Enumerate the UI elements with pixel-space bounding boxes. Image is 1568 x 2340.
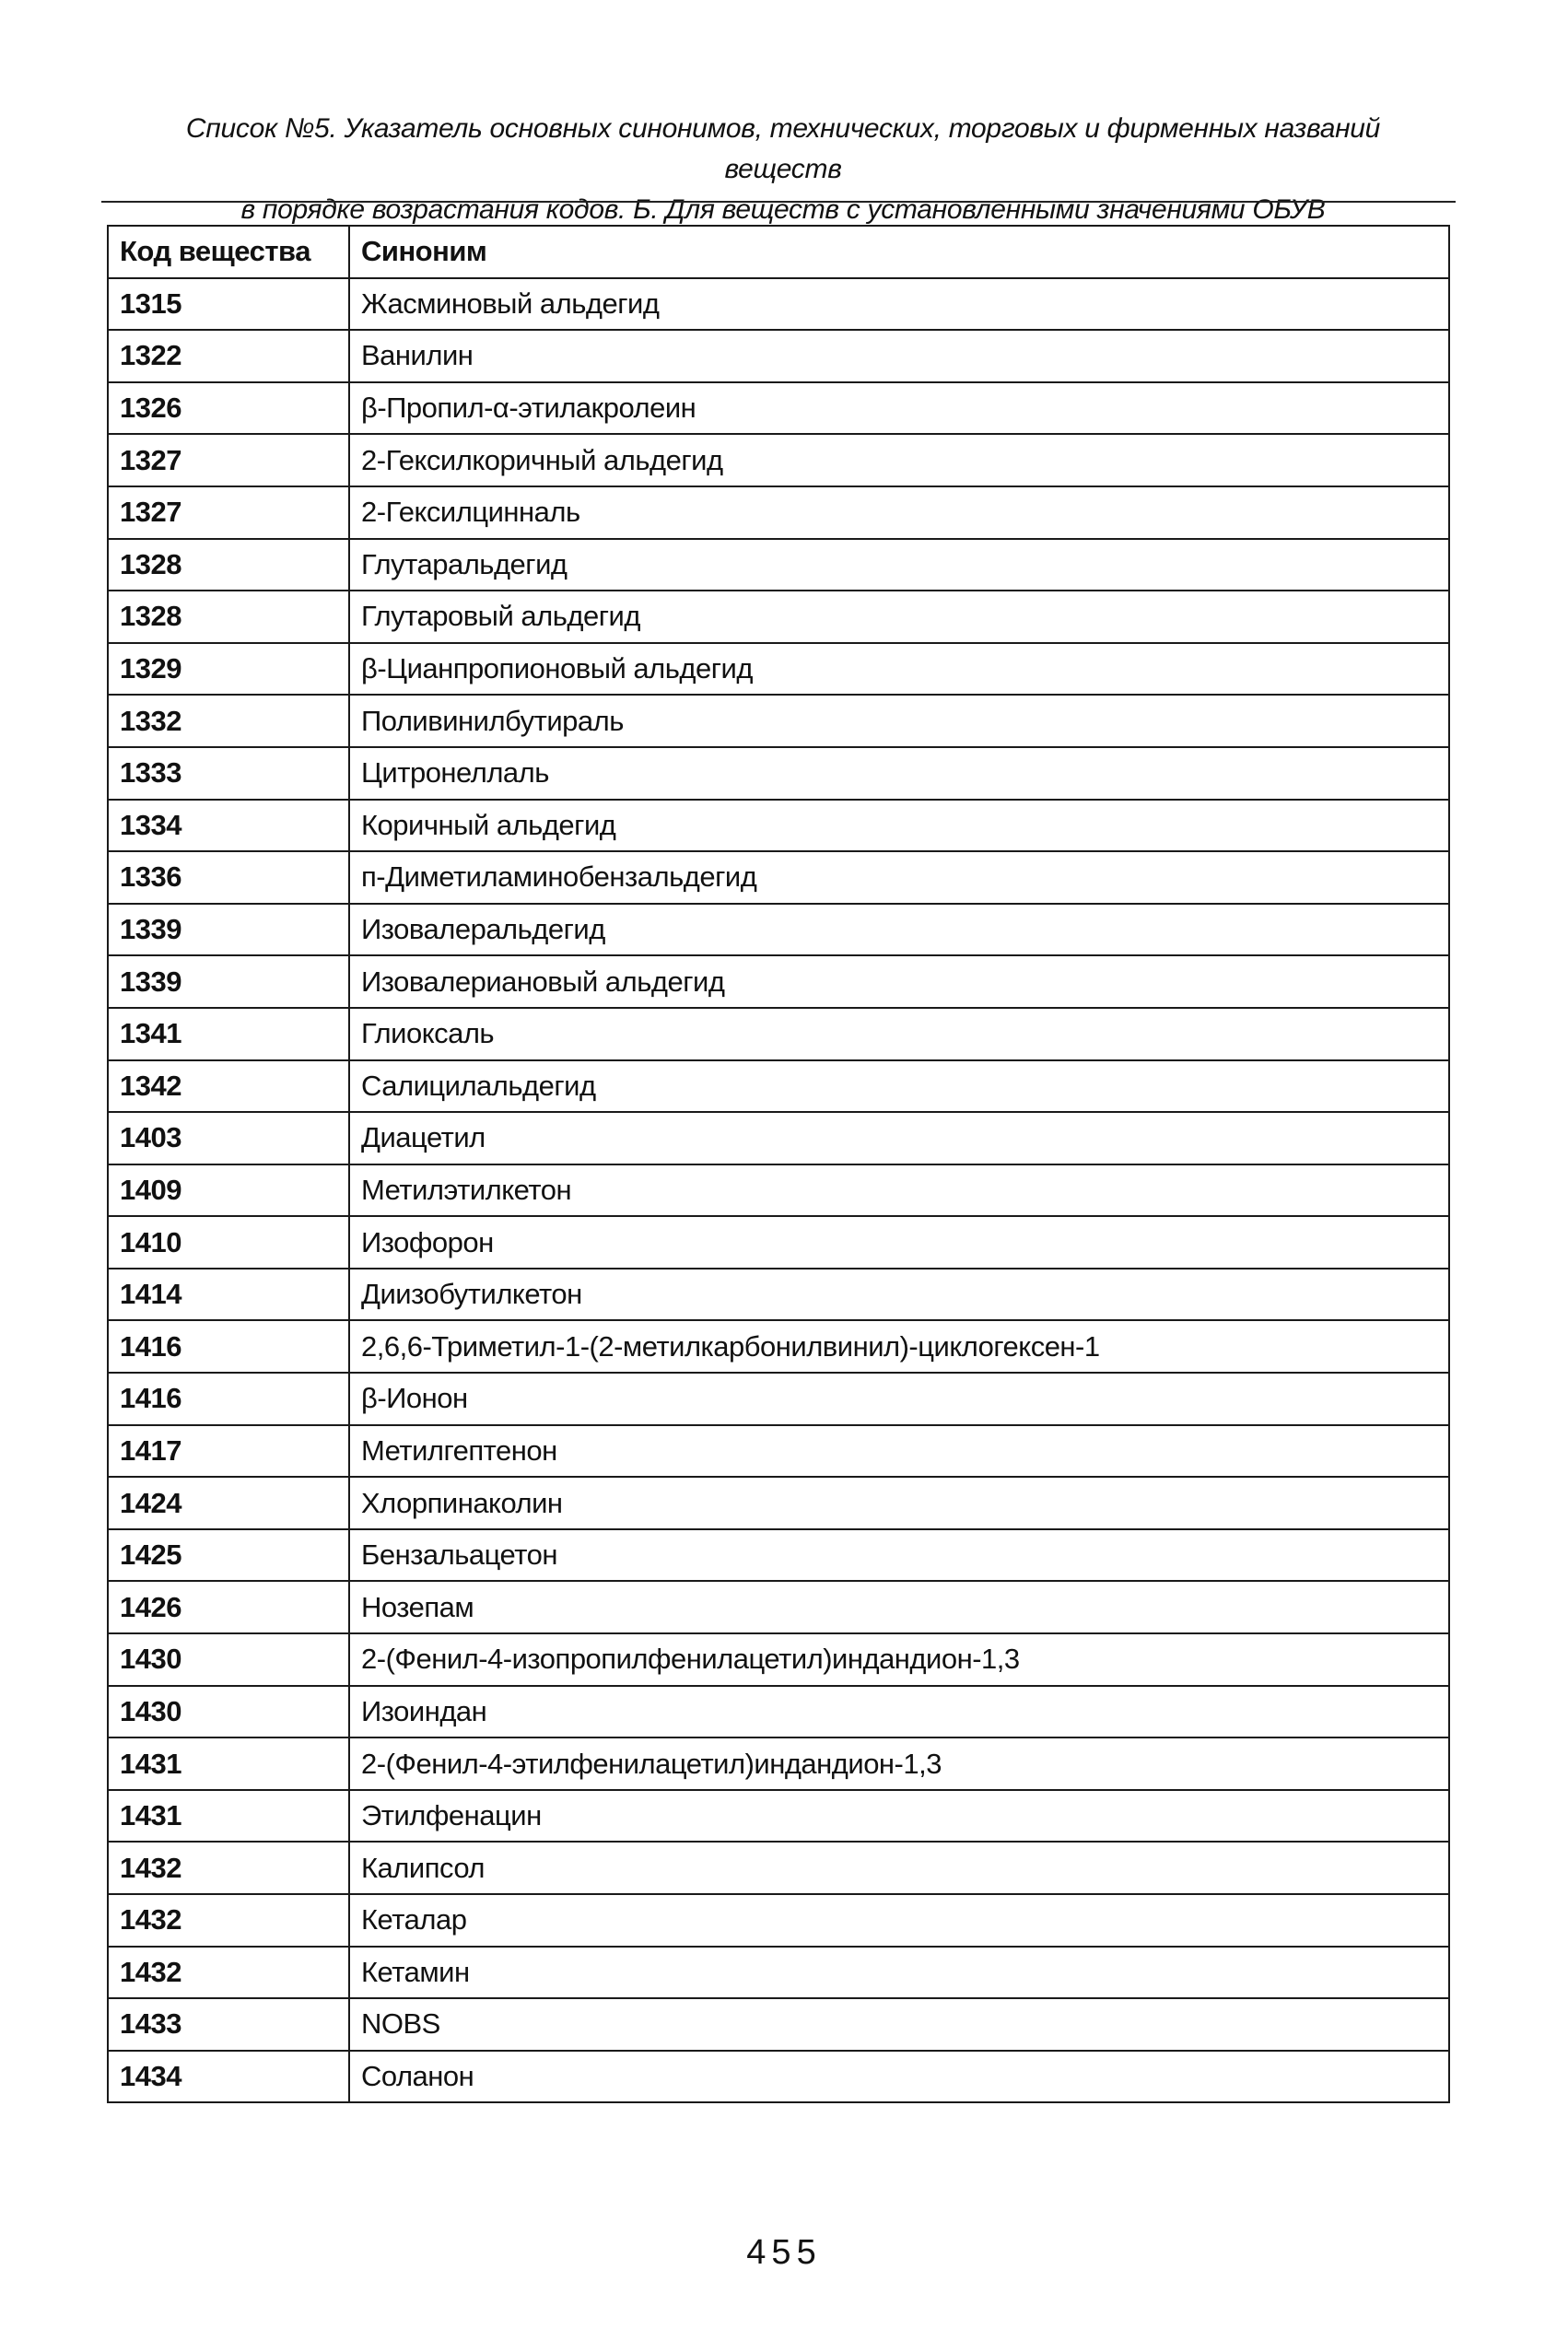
substance-code: 1329 <box>108 643 349 696</box>
table-row <box>108 1947 1449 1999</box>
header-line-1: Список №5. Указатель основных синонимов, технических, торговых и фирменных названий веществ <box>185 113 1381 184</box>
substance-code: 1341 <box>108 1008 349 1060</box>
table-row <box>108 1529 1449 1582</box>
table-row <box>108 1008 1449 1060</box>
synonym-name: Хлорпинаколин <box>349 1477 1449 1529</box>
synonym-name: Глутаральдегид <box>349 539 1449 591</box>
synonym-name: Калипсол <box>349 1842 1449 1894</box>
substance-code: 1425 <box>108 1529 349 1582</box>
synonym-name: 2-Гексилцинналь <box>349 486 1449 539</box>
table-row <box>108 1894 1449 1947</box>
substance-code: 1328 <box>108 539 349 591</box>
substance-code: 1424 <box>108 1477 349 1529</box>
substance-code: 1414 <box>108 1269 349 1321</box>
synonym-name: Бензальацетон <box>349 1529 1449 1582</box>
substance-code: 1417 <box>108 1425 349 1478</box>
substance-code: 1327 <box>108 486 349 539</box>
table-row <box>108 1373 1449 1425</box>
substance-code: 1339 <box>108 955 349 1008</box>
table-row <box>108 1216 1449 1269</box>
synonym-name: Цитронеллаль <box>349 747 1449 800</box>
substance-code: 1426 <box>108 1581 349 1633</box>
synonym-name: Жасминовый альдегид <box>349 278 1449 331</box>
table-row <box>108 1112 1449 1164</box>
table-row <box>108 747 1449 800</box>
synonym-name: Диацетил <box>349 1112 1449 1164</box>
synonym-name: β-Пропил-α-этилакролеин <box>349 382 1449 435</box>
table-row <box>108 1477 1449 1529</box>
substance-code: 1410 <box>108 1216 349 1269</box>
substance-code: 1332 <box>108 695 349 747</box>
table-row <box>108 1269 1449 1321</box>
substance-code: 1315 <box>108 278 349 331</box>
table-row <box>108 643 1449 696</box>
synonym-table <box>107 225 1450 2103</box>
synonym-name: 2,6,6-Триметил-1-(2-метилкарбонилвинил)-циклогексен-1 <box>349 1320 1449 1373</box>
substance-code: 1431 <box>108 1790 349 1843</box>
column-header-synonym: Синоним <box>349 226 1449 278</box>
substance-code: 1433 <box>108 1998 349 2051</box>
table-row <box>108 434 1449 486</box>
substance-code: 1326 <box>108 382 349 435</box>
synonym-name: Изоиндан <box>349 1686 1449 1738</box>
synonym-name: Изовалериановый альдегид <box>349 955 1449 1008</box>
table-row <box>108 1737 1449 1790</box>
substance-code: 1416 <box>108 1320 349 1373</box>
table-row <box>108 695 1449 747</box>
table-row <box>108 1581 1449 1633</box>
substance-code: 1432 <box>108 1894 349 1947</box>
synonym-name: Кетамин <box>349 1947 1449 1999</box>
synonym-name: Этилфенацин <box>349 1790 1449 1843</box>
table-row <box>108 1790 1449 1843</box>
synonym-name: β-Ионон <box>349 1373 1449 1425</box>
synonym-name: Изовалеральдегид <box>349 904 1449 956</box>
synonym-name: Метилгептенон <box>349 1425 1449 1478</box>
table-row <box>108 955 1449 1008</box>
table-row <box>108 2051 1449 2103</box>
table-body <box>108 278 1449 2103</box>
synonym-name: 2-(Фенил-4-изопропилфенилацетил)индандион-1,3 <box>349 1633 1449 1686</box>
column-header-code: Код вещества <box>108 226 349 278</box>
substance-code: 1431 <box>108 1737 349 1790</box>
table-row <box>108 1320 1449 1373</box>
page-header <box>129 109 1437 230</box>
substance-code: 1434 <box>108 2051 349 2103</box>
synonym-name: Коричный альдегид <box>349 800 1449 852</box>
synonym-name: Глиоксаль <box>349 1008 1449 1060</box>
synonym-name: 2-(Фенил-4-этилфенилацетил)индандион-1,3 <box>349 1737 1449 1790</box>
substance-code: 1339 <box>108 904 349 956</box>
substance-code: 1328 <box>108 591 349 643</box>
header-line-2: в порядке возрастания кодов. Б. Для веществ с установленными значениями ОБУВ <box>240 194 1326 225</box>
substance-code: 1430 <box>108 1686 349 1738</box>
table-row <box>108 1060 1449 1113</box>
synonym-name: 2-Гексилкоричный альдегид <box>349 434 1449 486</box>
substance-code: 1409 <box>108 1164 349 1217</box>
synonym-name: Метилэтилкетон <box>349 1164 1449 1217</box>
table-row <box>108 382 1449 435</box>
synonym-name: NOBS <box>349 1998 1449 2051</box>
substance-code: 1334 <box>108 800 349 852</box>
substance-code: 1432 <box>108 1947 349 1999</box>
page-number: 455 <box>746 2233 822 2272</box>
substance-code: 1430 <box>108 1633 349 1686</box>
table-row <box>108 486 1449 539</box>
substance-code: 1416 <box>108 1373 349 1425</box>
synonym-name: п-Диметиламинобензальдегид <box>349 851 1449 904</box>
substance-code: 1432 <box>108 1842 349 1894</box>
synonym-name: Салицилальдегид <box>349 1060 1449 1113</box>
table-row <box>108 539 1449 591</box>
synonym-name: Глутаровый альдегид <box>349 591 1449 643</box>
table-row <box>108 1633 1449 1686</box>
synonym-name: Ванилин <box>349 330 1449 382</box>
substance-code: 1333 <box>108 747 349 800</box>
table-row <box>108 330 1449 382</box>
table-header-row <box>108 226 1449 278</box>
synonym-name: Поливинилбутираль <box>349 695 1449 747</box>
synonym-name: Нозепам <box>349 1581 1449 1633</box>
substance-code: 1342 <box>108 1060 349 1113</box>
table-row <box>108 278 1449 331</box>
synonym-name: Кеталар <box>349 1894 1449 1947</box>
substance-code: 1322 <box>108 330 349 382</box>
table-row <box>108 1425 1449 1478</box>
table-row <box>108 904 1449 956</box>
synonym-name: Соланон <box>349 2051 1449 2103</box>
substance-code: 1403 <box>108 1112 349 1164</box>
synonym-name: Диизобутилкетон <box>349 1269 1449 1321</box>
synonym-name: Изофорон <box>349 1216 1449 1269</box>
table-row <box>108 591 1449 643</box>
table-row <box>108 851 1449 904</box>
substance-code: 1327 <box>108 434 349 486</box>
header-divider <box>101 201 1456 203</box>
substance-code: 1336 <box>108 851 349 904</box>
table-row <box>108 1164 1449 1217</box>
table-row <box>108 1842 1449 1894</box>
table-row <box>108 800 1449 852</box>
synonym-name: β-Цианпропионовый альдегид <box>349 643 1449 696</box>
table-row <box>108 1998 1449 2051</box>
table-row <box>108 1686 1449 1738</box>
